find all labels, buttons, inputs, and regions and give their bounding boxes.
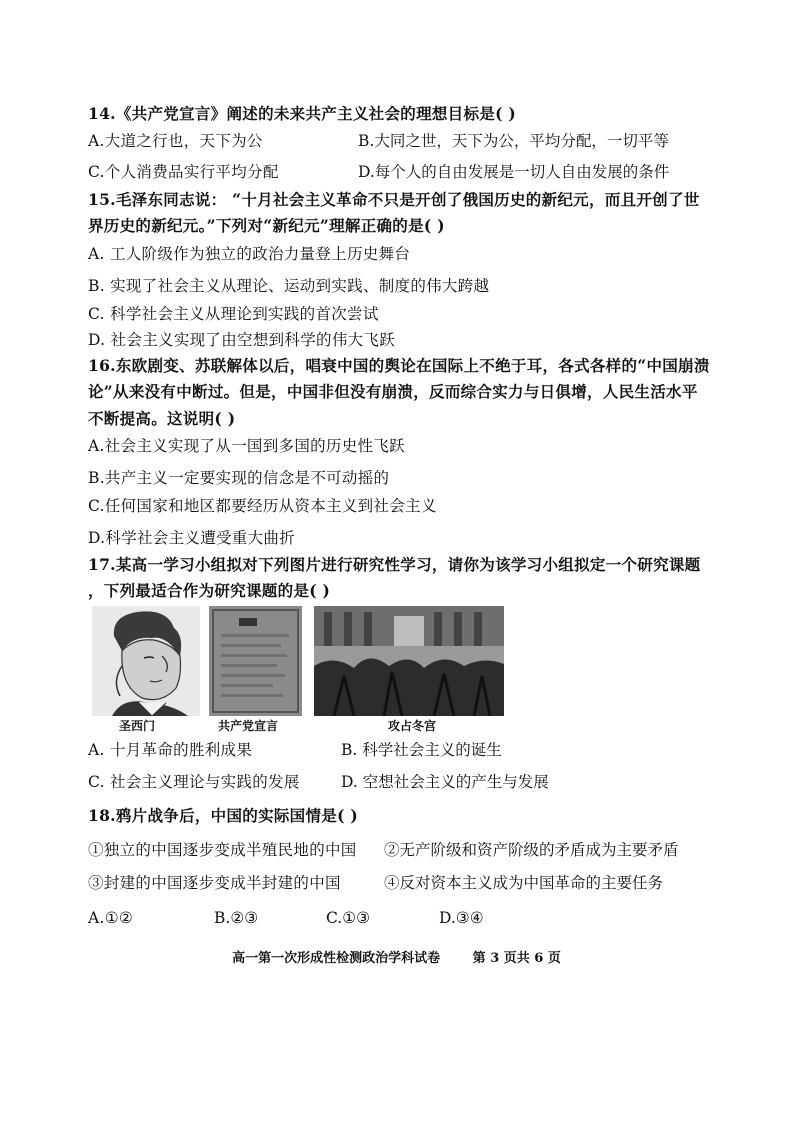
q15-option-b: B. 实现了社会主义从理论、运动到实践、制度的伟大跨越	[88, 277, 490, 295]
q18-option-c: C.①③	[326, 909, 371, 927]
communist-manifesto-caption: 共产党宣言	[218, 719, 279, 733]
q17-option-a: A. 十月革命的胜利成果	[88, 741, 253, 759]
q14-option-b: B.大同之世，天下为公，平均分配，一切平等	[358, 132, 669, 150]
q15-option-a: A. 工人阶级作为独立的政治力量登上历史舞台	[88, 245, 411, 263]
winter-palace-image	[314, 606, 504, 716]
exam-title: 高一第一次形成性检测政治学科试卷	[232, 951, 441, 966]
q18-statement-3: ③封建的中国逐步变成半封建的中国	[88, 874, 341, 892]
q18-statement-1: ①独立的中国逐步变成半殖民地的中国	[88, 841, 357, 859]
saint-simon-caption: 圣西门	[119, 719, 156, 733]
q16-option-b: B.共产主义一定要实现的信念是不可动摇的	[88, 469, 390, 487]
q16-stem-line3: 不断提高。这说明( )	[88, 409, 236, 428]
q17-option-c: C. 社会主义理论与实践的发展	[88, 773, 300, 791]
saint-simon-portrait-image	[92, 606, 200, 716]
q14-option-d: D.每个人的自由发展是一切人自由发展的条件	[358, 163, 670, 181]
q17-option-d: D. 空想社会主义的产生与发展	[341, 773, 549, 791]
q15-stem-line2: 界历史的新纪元。”下列对“新纪元”理解正确的是( )	[88, 216, 445, 235]
page-number: 第 3 页共 6 页	[472, 951, 561, 966]
page-footer	[0, 947, 793, 966]
q17-stem-line1: 17.某高一学习小组拟对下列图片进行研究性学习，请你为该学习小组拟定一个研究课题	[88, 555, 701, 574]
q14-option-a: A.大道之行也，天下为公	[88, 132, 263, 150]
q15-option-d: D. 社会主义实现了由空想到科学的伟大飞跃	[88, 331, 396, 349]
q18-statement-4: ④反对资本主义成为中国革命的主要任务	[384, 874, 664, 892]
q17-image-strip	[92, 606, 512, 736]
q18-option-a: A.①②	[88, 909, 134, 927]
winter-palace-caption: 攻占冬宫	[388, 719, 437, 733]
q16-option-d: D.科学社会主义遭受重大曲折	[88, 529, 296, 547]
q16-stem-line1: 16.东欧剧变、苏联解体以后，唱衰中国的舆论在国际上不绝于耳，各式各样的“中国崩溃	[88, 356, 710, 375]
q16-stem-line2: 论”从来没有中断过。但是，中国非但没有崩溃，反而综合实力与日俱增，人民生活水平	[88, 382, 698, 401]
q16-option-c: C.任何国家和地区都要经历从资本主义到社会主义	[88, 497, 437, 515]
q14-option-c: C.个人消费品实行平均分配	[88, 163, 279, 181]
q15-stem-line1: 15.毛泽东同志说： “十月社会主义革命不只是开创了俄国历史的新纪元，而且开创了世	[88, 190, 700, 209]
q16-option-a: A.社会主义实现了从一国到多国的历史性飞跃	[88, 437, 405, 455]
q18-statement-2: ②无产阶级和资产阶级的矛盾成为主要矛盾	[384, 841, 679, 859]
q18-option-d: D.③④	[439, 909, 484, 927]
q18-stem: 18.鸦片战争后，中国的实际国情是( )	[88, 806, 359, 825]
q17-option-b: B. 科学社会主义的诞生	[341, 741, 502, 759]
q17-stem-line2: ，下列最适合作为研究课题的是( )	[88, 581, 331, 600]
q15-option-c: C. 科学社会主义从理论到实践的首次尝试	[88, 305, 379, 323]
q18-option-b: B.②③	[214, 909, 259, 927]
communist-manifesto-image	[209, 606, 302, 716]
q14-stem: 14.《共产党宣言》阐述的未来共产主义社会的理想目标是( )	[88, 104, 517, 123]
